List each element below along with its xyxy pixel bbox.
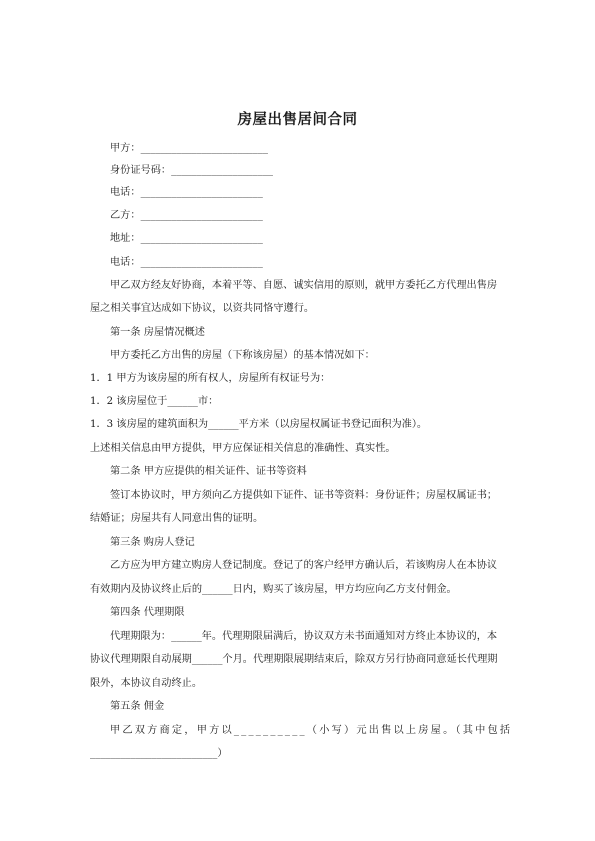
document-title: 房屋出售居间合同 [237,112,358,128]
article-4-line-1: 代理期限为：______年。代理期限届满后，协议双方未书面通知对方终止本协议的，本 [110,631,498,642]
party-b-phone-field [110,256,263,270]
article-3-line-1: 乙方应为甲方建立购房人登记制度。登记了的客户经甲方确认后，若该购房人在本协议 [110,560,498,571]
party-b-field [110,209,263,223]
article-4-line-2: 协议代理期限自动展期______个月。代理期限展期结束后，除双方另行协商同意延长代理期 [90,654,498,665]
party-a-field [110,142,268,156]
article-1-paragraph-5: 上述相关信息由甲方提供，甲方应保证相关信息的准确性、真实性。 [90,443,396,454]
article-2-heading: 第二条 甲方应提供的相关证件、证书等资料 [110,466,307,477]
article-1-item-2: 1．2 该房屋位于______市： [90,396,219,407]
party-b-label: 乙方： [110,210,141,221]
article-1-heading: 第一条 房屋情况概述 [110,327,205,338]
article-4-heading: 第四条 代理期限 [110,607,185,618]
article-5-line-2: _________________________） [90,748,228,759]
id-number-field [110,164,273,178]
article-2-line-2: 结婚证；房屋共有人同意出售的证明。 [90,513,264,524]
article-3-line-2: 有效期内及协议终止后的______日内，购买了该房屋，甲方均应向乙方支付佣金。 [90,584,457,595]
article-4-line-3: 限外，本协议自动终止。 [90,678,203,689]
article-1-item-3: 1．3 该房屋的建筑面积为______平方米（以房屋权属证书登记面积为准）。 [90,419,428,430]
party-a-phone-field [110,186,263,200]
intro-line-1: 甲乙双方经友好协商，本着平等、自愿、诚实信用的原则，就甲方委托乙方代理出售房 [110,280,498,291]
address-label: 地址： [110,233,141,244]
party-a-phone-blank: ________________________ [140,187,263,198]
article-1-paragraph-1: 甲方委托乙方出售的房屋（下称该房屋）的基本情况如下： [110,350,375,361]
party-b-blank: ________________________ [140,210,263,221]
id-number-blank: ____________________ [171,165,273,176]
party-b-phone-blank: ________________________ [140,257,263,268]
article-2-line-1: 签订本协议时，甲方须向乙方提供如下证件、证书等资料：身份证件；房屋权属证书； [110,490,498,501]
party-b-phone-label: 电话： [110,257,141,268]
party-a-label: 甲方： [110,143,141,154]
article-5-heading: 第五条 佣金 [110,701,165,712]
address-blank: ________________________ [140,233,263,244]
article-3-heading: 第三条 购房人登记 [110,537,195,548]
party-a-blank: _________________________ [140,143,268,154]
article-5-line-1: 甲乙双方商定，甲方以__________（小写）元出售以上房屋。（其中包括 [110,725,513,736]
intro-line-2: 屋之相关事宜达成如下协议，以资共同恪守遵行。 [90,303,315,314]
id-number-label: 身份证号码： [110,165,172,176]
address-field [110,232,263,246]
party-a-phone-label: 电话： [110,187,141,198]
article-1-item-1: 1．1 甲方为该房屋的所有权人，房屋所有权证号为： [90,373,331,384]
